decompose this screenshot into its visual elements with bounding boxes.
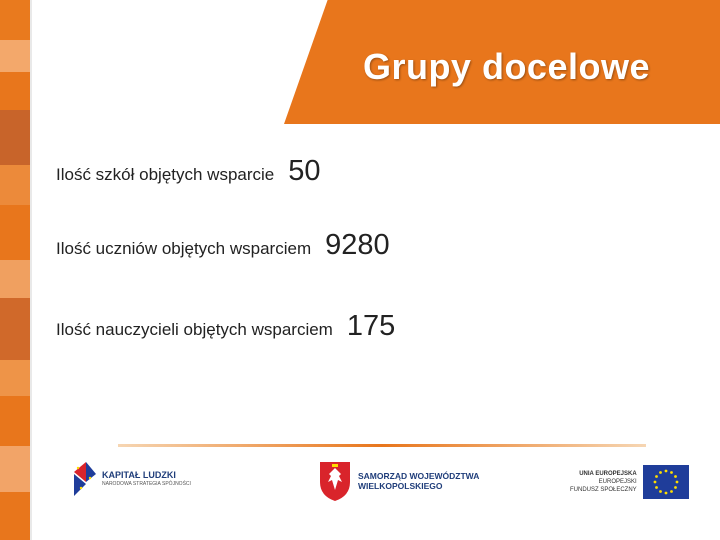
kapital-ludzki-logo bbox=[72, 460, 191, 498]
samorzad-line1: SAMORZĄD WOJEWÓDZTWA bbox=[358, 471, 480, 481]
left-divider bbox=[30, 0, 32, 540]
stat-value: 50 bbox=[288, 155, 321, 187]
kapital-ludzki-name: KAPITAŁ LUDZKI bbox=[102, 470, 176, 480]
slide-title: Grupy docelowe bbox=[362, 46, 650, 87]
kapital-ludzki-subtitle: NARODOWA STRATEGIA SPÓJNOŚCI bbox=[102, 481, 191, 487]
stat-row-teachers bbox=[56, 310, 395, 343]
left-decorative-strip bbox=[0, 0, 30, 540]
eu-logo bbox=[570, 465, 689, 499]
eu-line3: FUNDUSZ SPOŁECZNY bbox=[570, 487, 637, 493]
stat-label: Ilość szkół objętych wsparcie bbox=[56, 165, 275, 184]
eu-flag-icon bbox=[643, 465, 689, 499]
stat-label: Ilość nauczycieli objętych wsparciem bbox=[56, 320, 333, 339]
stat-row-schools bbox=[56, 155, 321, 188]
samorzad-line2: WIELKOPOLSKIEGO bbox=[358, 481, 443, 491]
samorzad-logo bbox=[318, 460, 479, 502]
footer-divider bbox=[118, 444, 646, 447]
eu-line2: EUROPEJSKI bbox=[598, 479, 637, 485]
kapital-ludzki-icon bbox=[72, 460, 98, 498]
stat-row-students bbox=[56, 229, 390, 262]
stat-value: 9280 bbox=[325, 229, 390, 261]
eu-line1: UNIA EUROPEJSKA bbox=[579, 471, 637, 477]
stat-label: Ilość uczniów objętych wsparciem bbox=[56, 239, 312, 258]
stat-value: 175 bbox=[346, 310, 396, 342]
coat-of-arms-icon bbox=[318, 460, 352, 502]
